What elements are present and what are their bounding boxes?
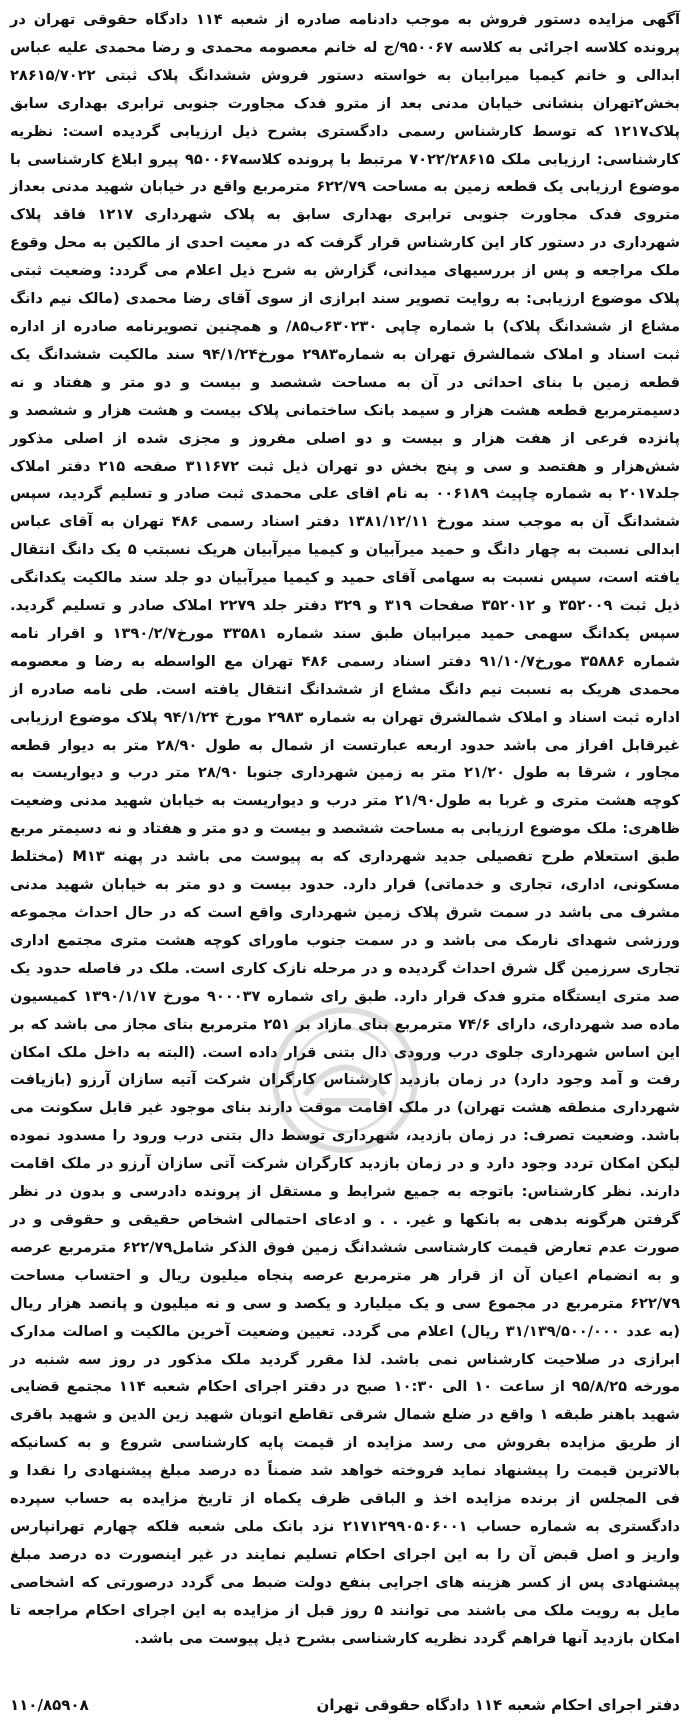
notice-footer — [10, 1692, 680, 1718]
notice-body-text: آگهی مزایده دستور فروش به موجب دادنامه صادره از شعبه ۱۱۴ دادگاه حقوقی تهران در پرونده کلاسه اجرائی به کلاسه ۹۵۰۰۶۷/ج له خانم معصومه محمدی و رضا محمدی علیه عباس ابدالی و خانم کیمیا میرابیان به خواسته دستور فروش ششدانگ پلاک ثبتی ۲۸۶۱۵/۷۰۲۲ بخش۲تهران بنشانی خیابان مدنی بعد از مترو فدک مجاورت جنوبی ترابری بهداری سابق پلاک۱۲۱۷ که توسط کارشناس رسمی دادگستری بشرح ذیل ارزیابی گردیده است: نظریه کارشناسی: ارزیابی ملک ۷۰۲۲/۲۸۶۱۵ مرتبط با پرونده کلاسه۹۵۰۰۶۷ پیرو ابلاغ کارشناسی با موضوع ارزیابی یک قطعه زمین به مساحت ۶۲۲/۷۹ مترمربع واقع در خیابان شهید مدنی بعداز متروی فدک مجاورت جنوبی ترابری بهداری سابق به پلاک شهرداری ۱۲۱۷ فاقد پلاک شهرداری در دستور کار این کارشناس قرار گرفت که در معیت احدی از مالکین به محل وقوع ملک مراجعه و پس از بررسیهای میدانی، گزارش به شرح ذیل اعلام می گردد: وضعیت ثبتی پلاک موضوع ارزیابی: به روایت تصویر سند ابرازی از سوی آقای رضا محمدی (مالک نیم دانگ مشاع از ششدانگ پلاک) با شماره چاپی ۶۳۰۲۳۰ب۸۵/ و همچنین تصویرنامه صادره از اداره ثبت اسناد و املاک شمالشرق تهران به شماره۲۹۸۳ مورخ۹۴/۱/۲۴ سند مالکیت ششدانگ یک قطعه زمین با بنای احداثی در آن به مساحت ششصد و بیست و دو متر و هفتاد و نه دسیمترمربع قطعه هشت هزار و سیمد بانک ساختمانی پلاک بیست و هشت هزار و ششصد و پانزده فرعی از هفت هزار و بیست و دو اصلی مفروز و مجزی شده از اصلی مذکور شش‌هزار و هفتصد و سی و پنج بخش دو تهران ذیل ثبت ۳۱۱۶۷۲ صفحه ۲۱۵ دفتر املاک جلد۲۰۱۷ به شماره چاپیث ۰۰۶۱۸۹ به نام اقای علی محمدی ثبت صادر و تسلیم گردید، سپس ششدانگ آن به موجب سند مورخ ۱۳۸۱/۱۲/۱۱ دفتر اسناد رسمی ۴۸۶ تهران به آقای عباس ابدالی نسبت به چهار دانگ و حمید میرآبیان و کیمیا میرآبیان هریک نسبتب ۵ یک دانگ انتقال یافته است، سپس نسبت به سهامی آقای حمید و کیمیا میرآبیان دو جلد سند مالکیت یکدانگی ذیل ثبت ۳۵۲۰۰۹ و ۳۵۲۰۱۲ صفحات ۳۱۹ و ۳۲۹ دفتر جلد ۲۲۷۹ املاک صادر و تسلیم گردید. سپس یکدانگ سهمی حمید میرابیان طبق سند شماره ۳۳۵۸۱ مورخ۱۳۹۰/۲/۷ و اقرار نامه شماره ۳۵۸۸۶ مورخ۹۱/۱۰/۷ دفتر اسناد رسمی ۴۸۶ تهران مع الواسطه به رضا و معصومه محمدی هریک به نسبت نیم دانگ مشاع از ششدانگ انتقال یافته است. طی نامه صادره از اداره ثبت اسناد و املاک شمالشرق تهران به شماره ۲۹۸۳ مورخ ۹۴/۱/۲۴ پلاک موضوع ارزیابی غیرقابل افراز می باشد حدود اربعه عبارتست از شمال به طول ۲۸/۹۰ متر به دیوار قطعه مجاور ، شرقا به طول ۲۱/۲۰ متر به زمین شهرداری جنوبا ۲۸/۹۰ متر درب و دیواریست به کوچه هشت متری و غربا به طول۲۱/۹۰ متر درب و دیواریست به خیابان شهید مدنی وضعیت ظاهری: ملک موضوع ارزیابی به مساحت ششصد و بیست و دو متر و هفتاد و نه دسیمتر مربع طبق استعلام طرح تفصیلی جدید شهرداری که به پیوست می باشد در پهنه M۱۳ (مختلط مسکونی، اداری، تجاری و خدماتی) قرار دارد. حدود بیست و دو متر به خیابان شهید مدنی مشرف می باشد در سمت شرق پلاک زمین شهرداری واقع است که در حال احداث مجموعه ورزشی شهدای نارمک می باشد و در سمت جنوب ماورای کوچه هشت متری مجتمع اداری تجاری سرزمین گل شرق احداث گردیده و در مرحله نازک کاری است. ملک در فاصله حدود یک صد متری ایستگاه مترو فدک قرار دارد. طبق رای شماره ۹۰۰۰۳۷ مورخ ۱۳۹۰/۱/۱۷ کمیسیون ماده صد شهرداری، دارای ۷۴/۶ مترمربع بنای مازاد بر ۲۵۱ مترمربع بنای مجاز می باشد که بر این اساس شهرداری جلوی درب ورودی دال بتنی قرار داده است. (البته به داخل ملک امکان رفت و آمد وجود دارد) در زمان بازدید کارشناس کارگران شرکت آتیه سازان آرزو (بازیافت شهرداری منطقه هشت تهران) در ملک اقامت موقت دارند بنای موجود غیر قابل سکونت می باشد. وضعیت تصرف: در زمان بازدید، شهرداری توسط دال بتنی درب ورود را مسدود نموده لیکن امکان تردد وجود دارد و در زمان بازدید کارگران شرکت آتی سازان آرزو در ملک اقامت دارند. نظر کارشناس: باتوجه به جمیع شرایط و مستقل از پرونده دادرسی و بدون در نظر گرفتن هرگونه بدهی به بانکها و غیر. . . و ادعای احتمالی اشخاص حقیقی و حقوقی و در صورت عدم تعارض قیمت کارشناسی ششدانگ زمین فوق الذکر شامل۶۲۲/۷۹ مترمربع عرصه و به انضمام اعیان آن از قرار هر مترمربع عرصه پنجاه میلیون ریال و احتساب مساحت ۶۲۲/۷۹ مترمربع در مجموع سی و یک میلیارد و یکصد و سی و نه میلیون و پانصد هزار ریال (به عدد ۳۱/۱۳۹/۵۰۰/۰۰۰ ریال) اعلام می گردد. تعیین وضعیت آخرین مالکیت و اصالت مدارک ابرازی در صلاحیت کارشناس نمی باشد. لذا مقرر گردید ملک مذکور در روز سه شنبه در مورخه ۹۵/۸/۲۵ از ساعت ۱۰ الی ۱۰:۳۰ صبح در دفتر اجرای احکام شعبه ۱۱۴ مجتمع قضایی شهید باهنر طبقه ۱ واقع در ضلع شمال شرقی تقاطع اتوبان شهید زین الدین و شهید باقری از طریق مزایده بفروش می رسد مزایده از قیمت پایه کارشناسی شروع و به کسانیکه بالاترین قیمت را پیشنهاد نماید فروخته خواهد شد ضمناً ده درصد مبلغ پیشنهادی را نقدا و فی المجلس از برنده مزایده اخذ و الباقی ظرف یکماه از تاریخ مزایده به حساب سپرده دادگستری به شماره حساب ۲۱۷۱۲۹۹۰۵۰۶۰۰۱ نزد بانک ملی شعبه فلکه چهارم تهرانپارس واریز و اصل قبض آن را به این اجرای احکام تسلیم نمایند در غیر اینصورت ده درصد مبلغ پیشنهادی پس از کسر هزینه های اجرایی بنفع دولت ضبط می گردد درصورتی که اشخاصی مایل به رویت ملک می باشند می توانند ۵ روز قبل از مزایده به این اجرای احکام مراجعه تا امکان بازدید آنها فراهم گردد نظریه کارشناسی بشرح ذیل پیوست می باشد. — [10, 11, 681, 1647]
footer-reference-code: ۱۱۰/۸۵۹۰۸ — [10, 1696, 89, 1714]
footer-office-name: دفتر اجرای احکام شعبه ۱۱۴ دادگاه حقوقی تهران — [316, 1696, 680, 1714]
